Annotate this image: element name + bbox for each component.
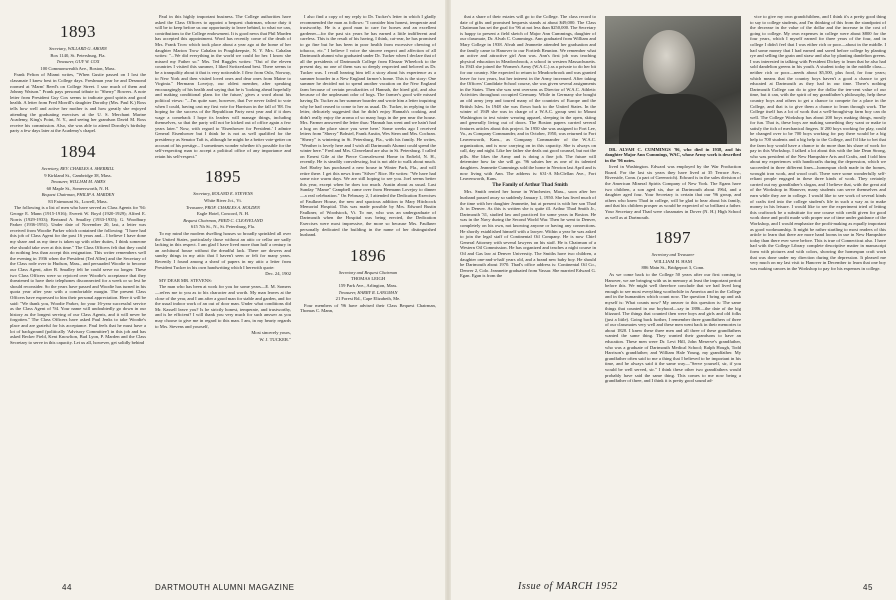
class-year-heading: 1893 bbox=[60, 22, 96, 41]
class-notes-body: that a share of their estates will go to the College. The class record to date of gifts and promised bequests stands at about $49,000. The Class Chairman has set the goal for '96 at not less than $250,000. The Secretary is happy to present a field sketch of Major Ann Cummings, daughter of our classmate, Dr. Alvah C. Cummings. Ann graduated from William and Mary College in 1938. Alvah and Jeannette attended her graduation and the family came to Hanover to our Fortieth Reunion. We remember what an active and attractive girl Ann was. Ann's first job was teaching physical education in Meadowbrook, a school in western Massachusetts. In 1943 she joined the Women's Army (W.A.C.) as a private to do her bit for our country. She expected to return to Meadowbrook and was granted leave for two years, but her interest in the Army increased. After taking the Officers' Candidate School course, she was given several assignments in the States. Then she was sent overseas as Director of W.A.C. Athletic Activities throughout occupied Germany. While in Germany she bought an old army jeep and toured many of the countries of Europe and the British Isles. In 1948 she was flown back to the United States. In the winter of 1949 she was in charge of a W.A.C. group sent to Mount Washington to test winter wearing apparel, sleeping in the open, skiing and generally living out of doors. The Boston papers carried several features articles about this project. In 1950 she was assigned to Fort Lee, Va., as Company Commander, and in October, 1950, was returned to Fort Leavenworth, Kans., as Company Commander of the W.A.C. organization, and is now carrying on in this capacity. She is always on call, day and night. Like her father she deals out good counsel, but not the pills. She likes the Army and is doing a fine job. The future will determine how far she will go. '96 salutes her as one of its talented daughters. Jeannette Cummings sold the home in Newton last April and is now living with Ann. The address is: 631-A McClellan Ave., Fort Leavenworth, Kans. bbox=[460, 14, 596, 182]
left-column-1 bbox=[10, 14, 146, 574]
letter-closing: Most sincerely yours, bbox=[251, 330, 291, 336]
right-column-3 bbox=[750, 14, 886, 574]
class-year-heading: 1895 bbox=[205, 167, 241, 187]
portrait-face bbox=[643, 30, 695, 94]
class-secretary-address: White River Jct., Vt. bbox=[204, 198, 242, 204]
class-treasurer: Treasurer, PROF. CHARLES A. HOLDEN bbox=[186, 204, 260, 210]
page-number: 44 bbox=[62, 583, 72, 592]
portrait-photo bbox=[605, 16, 741, 144]
class-secretary: Secretary and Bequest Chairman bbox=[338, 269, 398, 275]
left-column-2 bbox=[155, 14, 291, 574]
class-secretary: Secretary and Treasurer bbox=[651, 252, 695, 258]
class-notes-body: The following is a list of men who have served as Class Agents for '94: George E. Mann (1915-1916); Everett W. Boyd (1920-1929); Alfred E. Norris (1929-1933); Bertrand A. Smalley (1933-1935); G. Woodbury Parker (1936-1951). Under date of November 20, last, a letter was received from Woodie Parker which contained the following: "I have had this job of Class Agent for the past 16 years and... I believe I have done my share and as my time is taken up with other duties, I think someone else should take over at this time." The Class Officers felt that they could do nothing less than accept this resignation. This writer remembers well the evening in 1936 when the President (Ted Allen) and the Secretary of the Class rode over to Hudson, Mass., and persuaded Woodie to become our Class Agent, after B. Smalley felt he could serve no longer. These two Class Officers were so rejoiced over Woodie's acceptance that they threatened to have their telephones disconnected for a week or so lest he should reconsider. So the years have passed and Woodie has turned in his quota year after year with a comfortable margin. The present Class Officers have expressed to him their personal appreciation. Here it will be said: "We thank you, Woodie Parker, for your 16-year successful service as the Class Agent of '94. Your name will undoubtedly go down in our history as the longest serving of our Class Agents, and it will never be forgotten." The Class Officers have asked Paul Jenks to take Woodie's place and are grateful for his acceptance. Paul feels that he must have a lot of background (politically 'Advisory Committee') in this job and has asked Becker Field, Kent Knowlton, Bud Lyon, P. Marden and the Class Secretary to serve in this capacity. Let us all, however, get solidly behind bbox=[10, 205, 146, 345]
left-column-3 bbox=[300, 14, 436, 574]
class-secretary-name: THOMAS LEIGH bbox=[350, 276, 386, 282]
class-treasurer-address: Eagle Hotel, Concord, N. H. bbox=[196, 211, 250, 217]
letter-date: Dec. 24, 1902 bbox=[265, 271, 291, 277]
class-treasurer-address: 100 Commonwealth Ave., Boston, Mass. bbox=[40, 65, 116, 71]
class-year-heading: 1896 bbox=[350, 245, 386, 265]
class-secretary-address: 9 Kirkland St., Cambridge 38, Mass. bbox=[44, 172, 112, 178]
right-page bbox=[448, 0, 896, 600]
class-secretary: Secretary, REV. CHARLES A. SHERRILL bbox=[41, 165, 115, 171]
class-notes-body: I also find a copy of my reply to Dr. Tucker's letter in which I gladly recommended the man as follows: "I consider him honest, temperate and trustworthy. He is a good man to care for horses and an excellent gardener—for the past six years he has earned a little indifferent and careless. This is the result of his having, I think, cat-rear, he has promised to go fine but he has been in poor health from excessive chewing of tobacco, etc." I believe I voice the sincere respect and affection of all Dartmouth alumni who graduated under Dr. Tucker when I declare that of all the presidents of Dartmouth College from Eleazar Wheelock to the present day, no one of them was so deeply respected and beloved as Dr. Tucker was. I recall hearing him tell a story about his experience as a summer boarder in a New England farmer's home. This is the story: One summer he decided not to spend another vacation on the New England farm because of certain peculiarities of Hannah, the hired girl, and also because of the unpleasant odor of hogs. The farmer's good wife missed having Dr. Tucker as her summer boarder and wrote him a letter inquiring why he had ceased to come to her as usual. Dr. Tucker, in replying to the letter, delicately suggested that he didn't enjoy Hannah's cooking, and didn't really enjoy the aroma of so many hogs in the pen near the house. Mrs. Farmer answered the letter thus: 'Hannah has went and we hain't had a hog on the place since you were here.' Some weeks ago I received letters from "Sherry" Bohstel, Frank Austin, Wes Stern and Mrs. Cochran. "Sherry" is wintering in St. Petersburg, Fla., with his family. He writes, "Weather is lovely here and I wish all Dartmouth Alumni could spend the winter here." Fred and Mrs. Cleaveland are also in St. Petersburg. I called on Ernest Gile at the Pierce Convalescent Home in Enfield, N. H., recently. He is steadily convalescing, but is not able to walk about much. Joel Harley has purchased a new house in Winter Park, Fla., and will retire there. I get this news from "Silver" Rice. He writes: "We have had some nice warm days. We are still hoping to see you. Joel seems better this year, except when he does too much. Austin about as usual. Last Sunday "Mame" Campbell came over from Hermann Lovejoy to dinner—a real celebration." On February 2, I attended the Dedication Exercises of Faulkner House, the new and spacious addition to Mary Hitchcock Memorial Hospital. This was made possible by Mrs. Edward Bustin Faulkner, of Woodstock, Vt. To me, who was an undergraduate of Dartmouth when the Hospital was being erected, the Dedication Exercises were most impressive, the more so because Mrs. Faulkner personally dedicated the building in the name of her distinguished husband. bbox=[300, 14, 436, 238]
photo-caption: DR. ALVAH C. CUMMINGS '96, who died in 1938, and his daughter Major Ann Cummings, WAC, whose Army work is described in the '96 notes. bbox=[605, 147, 741, 163]
magazine-title: DARTMOUTH ALUMNI MAGAZINE bbox=[155, 583, 295, 592]
class-year-heading: 1897 bbox=[655, 228, 691, 248]
section-subhead: The Family of Arthur Thad Smith bbox=[492, 181, 568, 188]
class-notes-body: Mrs. Smith rented her home in Winchester, Mass., soon after her husband passed away so suddenly January 1, 1950. She has lived much of the time with her daughter Jeannette, but at present is with her son Thad Jr. in Denver. As this is written she is quite ill. Arthur Thad Smith Jr., Dartmouth '31, studied law and practiced for some years in Boston. He was in the Navy during the Second World War. Then he went to Denver, completely on his own, not knowing anyone or having any connections. He shortly established himself with a lawyer. Within a year he was asked to join the legal staff of Continental Oil Company. He is now Chief General Attorney with several lawyers on his staff. He is Chairman of a Western Oil Commission. He has organized and teaches a night course in Oil and Gas law at Denver University. The Smiths have two children, a daughter one-and-a-half years old, and a brand new baby boy. He should be Dartmouth about 1970. Thad's office address is: Continental Oil Co., Denver 2, Colo. Jeannette graduated from Vassar. She married Edward G. Egan. Egan is from the bbox=[460, 189, 596, 279]
class-secretary: Secretary, ROLAND E. STEVENS bbox=[193, 191, 253, 197]
right-column-2 bbox=[605, 14, 741, 574]
issue-date: Issue of MARCH 1952 bbox=[518, 581, 618, 592]
class-treasurer: Treasurer, HARRY R. LANGMAN bbox=[338, 289, 398, 295]
class-secretary-address: 886 Main St., Bridgeport 3, Conn. bbox=[641, 265, 705, 271]
class-notes-body: As we come back to the College 50 years after our first coming to Hanover, we are bringing with us in memory at least the important period before this. We might well therefore conclude that we had lived long enough to see most everything worthwhile in America and in the College and in the humanities which count now. The question I bring up and ask myself is: What counts now? My answer to this question is: The same things that counted in our boyhood—say in 1886—the date of the big blizzard. The things that counted then were boys and girls and old folks (just a little). Going back further, I remember three grandfathers of three of our classmates very well and these men went back in their memories to about 1820. I knew these three men and all three of these grandfathers wanted the same thing. They wanted their grandsons to have an education. These men were Dr. Levi Hill, John Meserve's grandfather, who was a graduate of Dartmouth Medical School; Ralph Hough, Todd Harrison's grandfather; and William Hale Young, my grandfather. My grandfather often said to me a thing that I believed to be important in his time, and he always said it the same way—"Serve yourself, sir, if you would be well served, sir." I think these other two grandfathers would probably have said the same thing. This comes to me now being a grandfather of three, and I think it is pretty good sound ad- bbox=[605, 271, 741, 384]
portrait-coat bbox=[619, 94, 727, 144]
class-notes-body: lived in Washington. Edward was employed by the War Production Board. For the last six years they have lived at 35 Terrace Ave., Riverside, Conn. (a part of Greenwich). Edward is in the sales division of the American Mineral Spirits Company of New York. The Egans have two children, a son aged six, due at Dartmouth about 1964, and a daughter aged four. Your Secretary is certain that our '96 group, and others who knew Thad in college, will be glad to hear about his family, and that his children prosper as would be expected of so brilliant a father. Your Secretary and Thad were classmates in Dover (N. H.) High School as well as at Dartmouth. bbox=[605, 164, 741, 220]
class-notes-body: To my mind the modern dwelling houses so broadly sprinkled all over the United States, particularly those without an attic or cellar are sadly lacking in this respect. I am glad I have lived more than half a century in an architural house without the dreadful lack. There are dowers and sundry things in my attic that I haven't seen or felt for many years. Recently I found among a sheaf of papers in my attic a letter from President Tucker in his own handwriting which I herewith quote: bbox=[155, 231, 291, 270]
page-number: 45 bbox=[863, 583, 873, 592]
class-notes-body: Frank Pelton of Miami writes, "When Gustie passed on I lost the classmate I knew best in College days. Freshman year he and Desmond roomed at 'Marm' Reed's on College Street. I saw much of them and Johnny Watson." Frank pays personal tribute to "Sherry" Bowers. A note letter from President Guy Cox seems to indicate good spirits and good health. A letter from Fred Morrill's daughter Dorothy (Mrs. Paul K.) Ross tells how well and active her mother is and how greatly she enjoyed attending the graduating exercises at the U. S. Merchant Marine Academy, King's Point, N. Y., and seeing her grandson David M. Ross receive his commission. Also, she was able to attend Dorothy's birthday party a few days later at the Academy's chapel. bbox=[10, 72, 146, 134]
class-secretary-address: Box 1140, St. Petersburg, Fla. bbox=[50, 52, 106, 58]
class-notes-body: Four members of '96 have advised their Class Bequest Chairman, Thomas C. Mann, bbox=[300, 302, 436, 314]
class-secretary-name: WILLIAM H. HAM bbox=[654, 258, 692, 264]
bequest-chairman: Bequest Chairman, PHILIP A. MARDEN bbox=[41, 192, 115, 198]
class-treasurer-address: 60 Maple St., Somersworth, N. H. bbox=[46, 185, 110, 191]
class-secretary-address: 159 Park Ave., Arlington, Mass. bbox=[338, 282, 398, 288]
class-year-heading: 1894 bbox=[60, 141, 96, 161]
bequest-chairman-address: 83 Fairmount St., Lowell, Mass. bbox=[48, 198, 108, 204]
letter-signature: W. J. TUCKER." bbox=[259, 336, 291, 342]
class-treasurer: Treasurer, WILLIAM M. AMES bbox=[50, 179, 106, 185]
letter-salutation: MY DEAR MR. STEVENS: bbox=[159, 277, 212, 283]
right-column-1 bbox=[460, 14, 596, 574]
bequest-chairman-address: 615 7th St., N., St. Petersburg, Fla. bbox=[190, 224, 256, 230]
class-notes-body: Paul in this highly important business. The College authorities have asked the Class Officers to appoint a bequest chairman, whose duty it will be to keep before us our opportunity to leave behind, to what we can, contributions to the College endowment. It is good news that Phil Marden has accepted this appointment. Word has recently come of the death of Mrs. Frank Trow which took place about a year ago at the home of her daughter Marion Trow Cahalan in Poughkeepsie, N. Y. Mrs. Cahalan writes: "...We did everything in the world we could for her. I know she missed my Father so." Mrs. Ted Ruggles writes: "Out of the eleven countries I visited this summer, I liked Switzerland best. There seems to be a tranquility about it that is very noticeable. I flew from Oslo, Norway, to New York and then visited loved ones and dear ones from Maine to Virginia." Hermann Lovejoy, our oldest member, after speaking encouragingly of his health and saying that he is 'looking ahead hopefully and making conditional plans for the future,' gives a word about his political views: "...I'm quite sure, however, that I've never failed to vote when I could, having cast my first vote for Harrison in the fall of '88. I'm hoping for the success of the Republican Party next year and if it does wage a comeback I hope its leaders will manage things, including themselves, so that the party will not be kicked out of office again a few years later." Now, with regard to 'Eisenhower for President.' I admire General Eisenhower but I think he is not as well qualified for the presidency as Senator Taft is, although he might be a better vote-getter on account of his prestige... I sometimes wonder whether it's possible for the self-respecting man to accept a political office of any importance and retain his self-respect." bbox=[155, 14, 291, 159]
class-secretary: Secretary, WILLARD G. ABORN bbox=[49, 46, 107, 51]
letter-body: The man who has been at work for you for some years—E. M. Somers—refers me to you as to his character and worth. My man leaves at the close of the year, and I am after a good man for stable and garden, and for the usual indoor work of an out of door man. Under what conditions did Mr. Kassell leave you? Is he strictly honest, temperate, and trustworthy, and is he efficient? I will thank you very much for such answer as you may choose to give me in regard to this man. I am, in my hearty regards to Mrs. Stevens and yourself, bbox=[155, 284, 291, 329]
class-treasurer-address: 21 Forest Rd., Cape Elizabeth, Me. bbox=[335, 296, 401, 302]
class-treasurer: Treasurer, GUY W. COX bbox=[56, 59, 100, 65]
class-notes-body: vice to give my own grandchildren, and I think it's a pretty good thing to say to college students, and I'm thinking of this from the standpoint of the decrease in the value of the dollar and the increase in the cost of going to college. My own expenses in college were about $800 for the four years, which I myself earned for three years of the four, and in college I didn't feel that I was either rich or poor—about in the middle. I had some money that I had earned and saved before college by planting rye and selling the grain and straw and also by planting dandelion greens. I was interested in talking with President Dickey to learn that he also had sold dandelion greens in his youth. A student today in the middle class—neither rich or poor—needs about $5,500, plus food, for four years; which means that the country boys haven't a good a chance to get educated at Dartmouth as they had in our time. There's nothing Dartmouth College can do to give the dollar the ten-cent value of our time, but it can, with the spirit of my grandfather's philosophy, help these country boys and others to get a chance to compete for a place in the College, and that is to give them a chance to learn through work. The College itself has a lot of work that a well-brought-up farm boy can do well. The College Workshop has about 200 boys making things, mostly for fun. That is, these boys are making something they want or make to satisfy the itch of mechanical fingers. If 200 boys working for play, could be changed over to be 700 boys working for pay there would be a big help to 700 students and a big help to the College, and I'd like to bet that the farm boy would have a chance to do more than his share of work for pay in this Workshop. I talked a lot about this with the late Dean Strong, who was president of the New Hampshire Arts and Crafts, and I told him about my experiences with handicrafts during the depression, which we succeeded in three different lines—homespun cloth made in the homes, wrought iron work, and wood craft. There were some wonderfully self-reliant people engaged in these three kinds of work. They certainly carried out my grandfather's slogan, and I believe that, with the great aid of the Workshop in Hanover, many students can serve themselves and earn while they are in college. I would like to see work of several kinds of crafts tied into the college student's life in such a way as to make money in his leisure. I would like to see the experiment tried of letting this craftwork be a substitute for one course with credit given for good work done and profit made with proper use of time under guidance of the Workshop, and I would emphasize the profit-making as equally important as good workmanship. It might be rather startling to most readers of this article to learn that there are more hand looms in use in New Hampshire today than there ever were before. This is true of Connecticut also. I have had with the College Library complete descriptive matter in manuscript form with pictures and with colors, showing the homespun craft work that was done under my direction during the depression. It pleased me very much on my last visit to Hanover in December to learn that one boy was making canoes in the Workshop to pay for his expenses in college. bbox=[750, 14, 886, 271]
bequest-chairman: Bequest Chairman, FRED C. CLEAVELAND bbox=[183, 217, 263, 223]
